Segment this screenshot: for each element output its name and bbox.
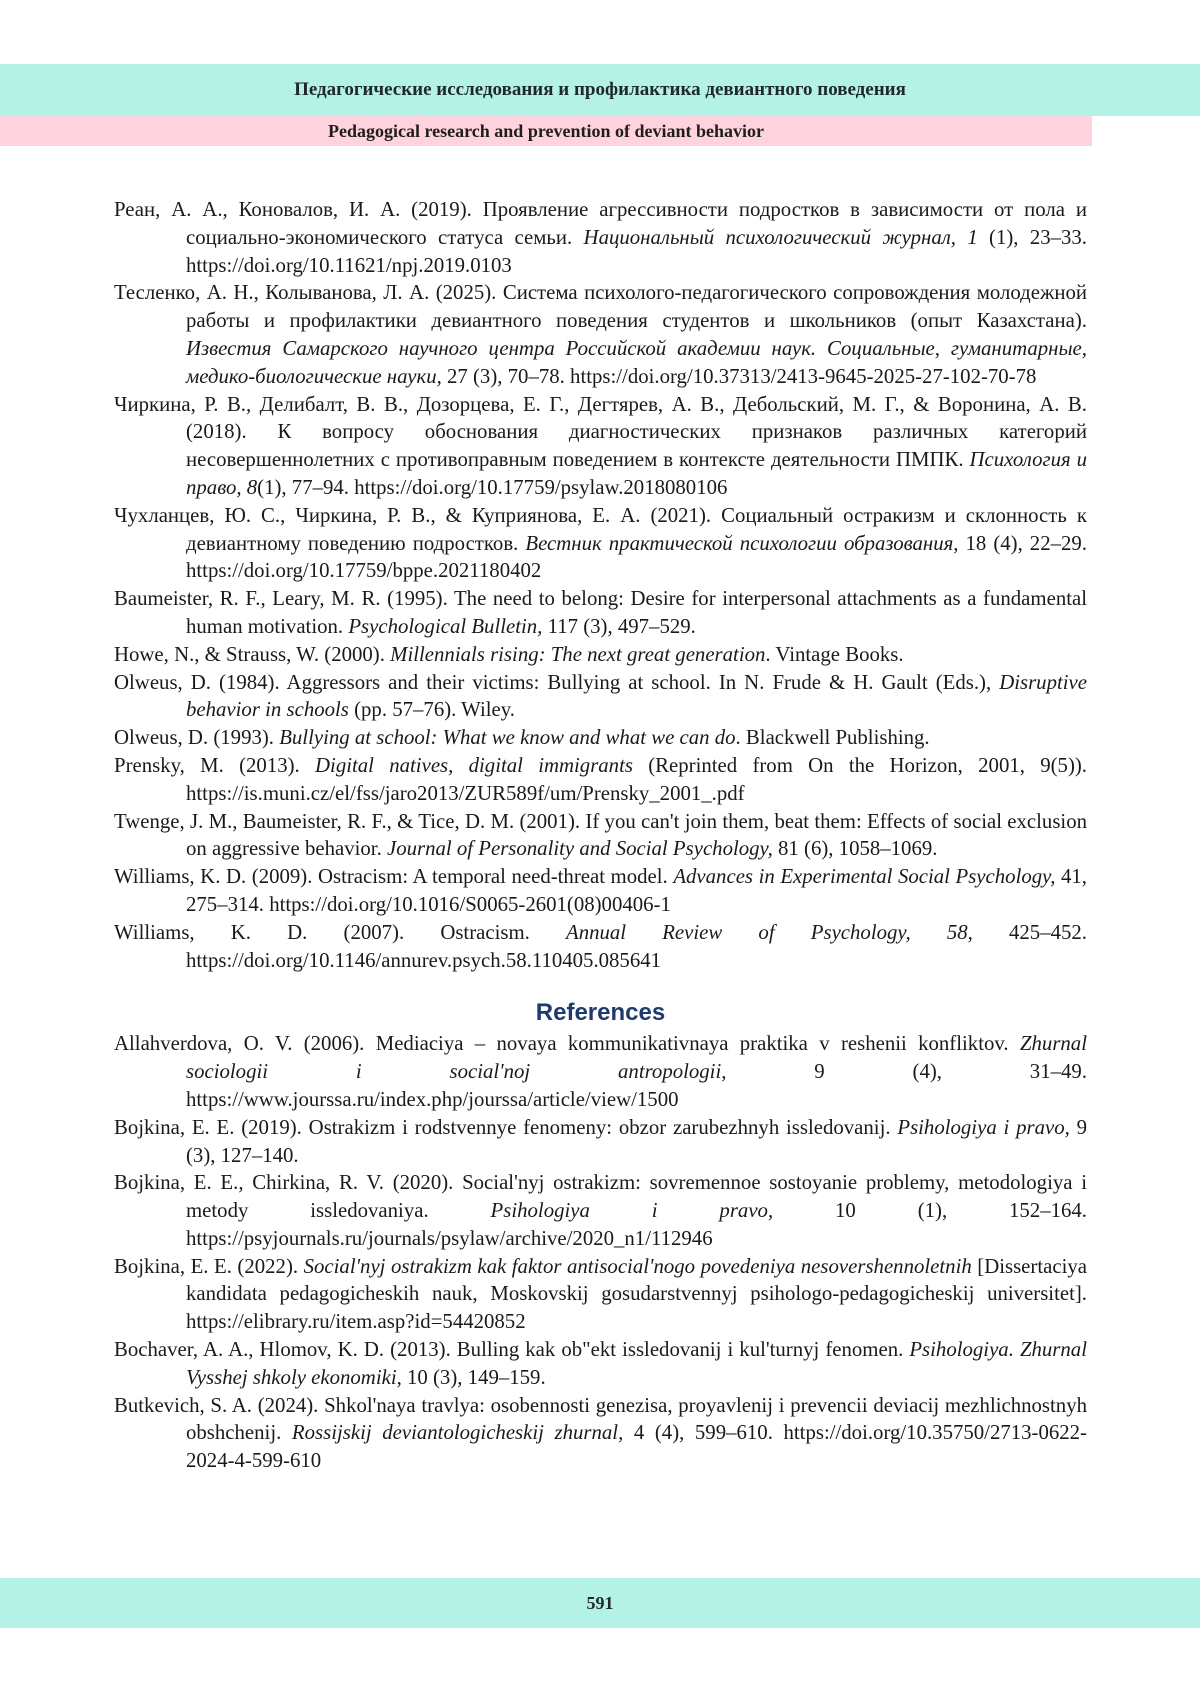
reference-details: 10 (3), 149–159. [401,1365,546,1389]
reference-entry [114,724,1087,752]
reference-source: Psychological Bulletin, [348,614,543,638]
reference-entry [114,752,1087,808]
reference-details: , 425–452. https://doi.org/10.1146/annurev.psych.58.110405.085641 [186,920,1087,972]
reference-details: 4 (4), 599–610. https://doi.org/10.35750/2713-0622-2024-4-599-610 [186,1421,1087,1473]
reference-details: (pp. 57–76). Wiley. [348,698,515,722]
reference-list [114,196,1087,1475]
reference-details: 10 (1), 152–164. https://psyjournals.ru/journals/psylaw/archive/2020_n1/112946 [186,1199,1088,1250]
reference-details: . Blackwell Publishing. [735,726,930,750]
reference-entry [114,196,1087,279]
reference-authors-title: Allahverdova, O. V. (2006). Mediaciya – novaya kommunikativnaya praktika v reshenii konfliktov. [114,1032,1020,1056]
reference-source: Journal of Personality and Social Psychology, [386,837,773,861]
reference-source: Advances in Experimental Social Psychology, [673,865,1056,889]
references-continued [114,196,1087,974]
reference-authors-title: Bojkina, E. E. (2022). [114,1254,304,1278]
reference-source: Психология и право, 8 [186,448,1087,499]
reference-authors-title: Twenge, J. M., Baumeister, R. F., & Tice, D. M. (2001). If you can't join them, beat them: Effects of social exclusion on aggressive behavior. [114,809,1087,861]
reference-authors-title: Butkevich, S. A. (2024). Shkol'naya travlya: osobennosti genezisa, proyavlenij i prevencii deviacij mezhlichnostnyh obshchenij. [114,1393,1087,1445]
reference-source: Digital natives, digital immigrants [315,753,633,777]
reference-source: Psihologiya i pravo, [490,1199,774,1223]
reference-entry [114,1336,1087,1392]
reference-authors-title: Bojkina, E. E. (2019). Ostrakizm i rodstvennye fenomeny: obzor zarubezhnyh issledovanij. [114,1115,898,1139]
journal-title-ru-band [0,64,1200,116]
page-footer [0,1578,1200,1628]
reference-authors-title: Olweus, D. (1993). [114,726,280,750]
reference-details: 81 (6), 1058–1069. [772,837,938,861]
reference-details: (1), 77–94. https://doi.org/10.17759/psylaw.2018080106 [257,475,728,499]
reference-details: [Dissertaciya kandidata pedagogicheskih nauk, Moskovskij gosudarstvennyj psihologo-pedagogicheskij universitet]. https://elibrary.ru/item.asp?id=54420852 [186,1254,1087,1334]
reference-entry [114,502,1087,585]
reference-details: 9 (4), 31–49. https://www.jourssa.ru/index.php/jourssa/article/view/1500 [186,1060,1088,1111]
reference-details: (1), 23–33. https://doi.org/10.11621/npj.2019.0103 [186,225,1088,277]
reference-authors-title: Williams, K. D. (2009). Ostracism: A temporal need-threat model. [114,865,674,889]
reference-details: 27 (3), 70–78. https://doi.org/10.37313/2413-9645-2025-27-102-70-78 [441,364,1037,388]
journal-title-en-band [0,116,1092,146]
reference-source: Social'nyj ostrakizm kak faktor antisocial'nogo povedeniya nesovershennoletnih [303,1254,972,1278]
reference-details: 18 (4), 22–29. https://doi.org/10.17759/bppe.2021180402 [186,531,1087,583]
reference-source: Psihologiya i pravo, [897,1115,1070,1139]
reference-source: Национальный психологический журнал, 1 [583,225,978,249]
reference-source: Bullying at school: What we know and what we can do [279,726,736,750]
reference-authors-title: Bochaver, A. A., Hlomov, K. D. (2013). Bulling kak ob"ekt issledovanij i kul'turnyj fenomen. [114,1338,910,1362]
reference-authors-title: Bojkina, E. E., Chirkina, R. V. (2020). Social'nyj ostrakizm: sovremennoe sostoyanie problemy, metodologiya i metody issledovaniya. [114,1171,1087,1223]
reference-authors-title: Howe, N., & Strauss, W. (2000). [114,642,391,666]
reference-details: 117 (3), 497–529. [542,614,696,638]
reference-source: Zhurnal sociologii i social'noj antropologii, [186,1032,1087,1084]
reference-details: (Reprinted from On the Horizon, 2001, 9(5)). https://is.muni.cz/el/fss/jaro2013/ZUR589f/um/Prensky_2001_.pdf [186,753,1088,805]
reference-entry [114,641,1087,669]
reference-entry [114,919,1087,975]
reference-authors-title: Prensky, M. (2013). [114,753,316,777]
reference-source: Вестник практической психологии образования, [525,531,959,555]
reference-authors-title: Чиркина, Р. В., Делибалт, В. В., Дозорцева, Е. Г., Дегтярев, А. В., Дебольский, М. Г., & Воронина, А. В. (2018). К вопросу обоснования диагностических признаков различных категорий несовершеннолетних с противоправным поведением в контексте деятельности ПМПК. [114,392,1087,472]
references-heading: References [535,999,666,1027]
reference-source: Rossijskij deviantologicheskij zhurnal, [291,1421,624,1445]
reference-entry [114,279,1087,390]
reference-entry [114,1114,1087,1170]
reference-source: Millennials rising: The next great generation [390,642,766,666]
reference-authors-title: Williams, K. D. (2007). Ostracism. [114,920,566,944]
reference-entry [114,1169,1087,1252]
reference-entry [114,1253,1087,1336]
reference-authors-title: Реан, А. А., Коновалов, И. А. (2019). Проявление агрессивности подростков в зависимости от пола и социально-экономического статуса семьи. [114,198,1087,249]
reference-authors-title: Тесленко, А. Н., Колыванова, Л. А. (2025). Система психолого-педагогического сопровождения молодежной работы и профилактики девиантного поведения студентов и школьников (опыт Казахстана). [114,281,1087,333]
reference-details: 41, 275–314. https://doi.org/10.1016/S0065-2601(08)00406-1 [186,865,1087,916]
page-number: 591 [586,1592,614,1613]
reference-source: Известия Самарского научного центра Российской академии наук. Социальные, гуманитарные, медико-биологические науки, [186,336,1087,388]
reference-authors-title: Baumeister, R. F., Leary, M. R. (1995). The need to belong: Desire for interpersonal attachments as a fundamental human motivation. [114,587,1087,638]
reference-source: Annual Review of Psychology, 58 [566,920,968,944]
journal-title-en: Pedagogical research and prevention of deviant behavior [328,120,764,141]
reference-entry [114,863,1087,919]
reference-authors-title: Чухланцев, Ю. С., Чиркина, Р. В., & Куприянова, Е. А. (2021). Социальный остракизм и склонность к девиантному поведению подростков. [114,503,1087,555]
reference-entry [114,391,1087,502]
reference-entry [114,669,1087,725]
reference-authors-title: Olweus, D. (1984). Aggressors and their victims: Bullying at school. In N. Frude & H. Gault (Eds.), [114,670,1000,694]
reference-details: . Vintage Books. [765,642,904,666]
reference-source: Disruptive behavior in schools [186,670,1087,722]
references-transliterated [114,1030,1087,1475]
reference-details: 9 (3), 127–140. [186,1115,1087,1167]
reference-entry [114,808,1087,864]
reference-source: Psihologiya. Zhurnal Vysshej shkoly ekonomiki, [186,1338,1087,1389]
reference-entry [114,1030,1087,1113]
reference-entry [114,585,1087,641]
reference-entry [114,1392,1087,1475]
journal-title-ru: Педагогические исследования и профилактика девиантного поведения [294,79,906,100]
